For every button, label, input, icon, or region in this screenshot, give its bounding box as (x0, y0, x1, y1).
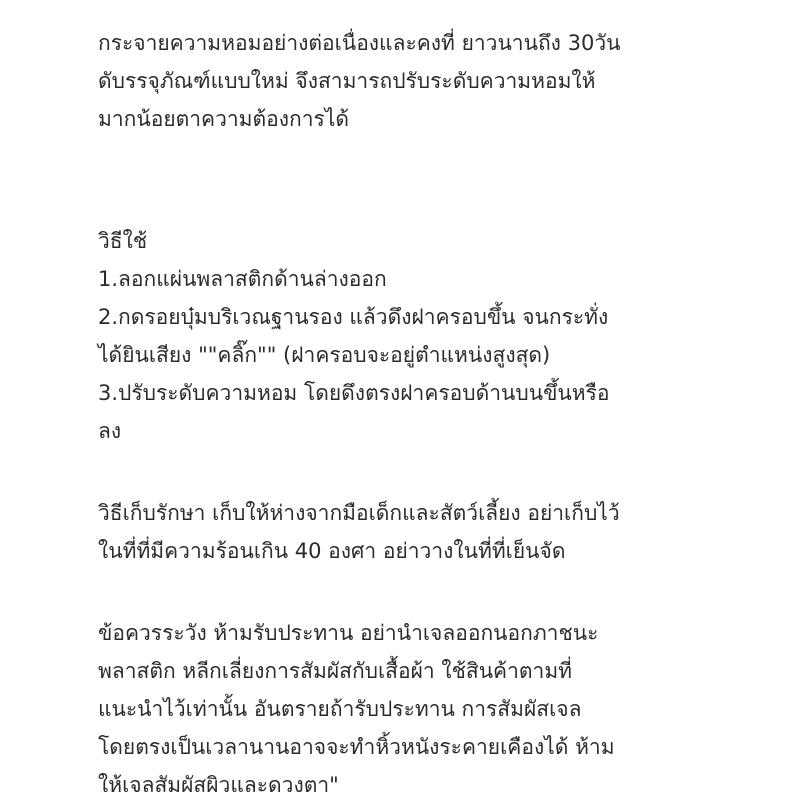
text-line: มากน้อยตาความต้องการได้ (98, 107, 350, 131)
text-line: โดยตรงเป็นเวลานานอาจจะทำหิ้วหนังระคายเคืองได้ ห้าม (98, 735, 615, 759)
text-line: กระจายความหอมอย่างต่อเนื่องและคงที่ ยาวนานถึง 30วัน (98, 31, 621, 55)
text-line: ดับรรจุภัณฑ์แบบใหม่ จึงสามารถปรับระดับความหอมให้ (98, 69, 596, 93)
instruction-step: 2.กดรอยบุ๋มบริเวณฐานรอง แล้วดึงฝาครอบขึ้น จนกระทั่ง (98, 305, 609, 329)
instruction-step: 1.ลอกแผ่นพลาสติกด้านล่างออก (98, 267, 387, 291)
text-line: แนะนำไว้เท่านั้น อันตรายถ้ารับประทาน การสัมผัสเจล (98, 697, 582, 721)
section-heading: วิธีใช้ (98, 229, 148, 253)
instruction-step: 3.ปรับระดับความหอม โดยดึงตรงฝาครอบด้านบนขึ้นหรือ (98, 381, 610, 405)
product-description-paragraph (98, 24, 778, 138)
text-line: ในที่ที่มีความร้อนเกิน 40 องศา อย่าวางในที่ที่เย็นจัด (98, 539, 566, 563)
usage-instructions-paragraph (98, 222, 778, 450)
paragraph-spacer (98, 450, 778, 494)
text-line: วิธีเก็บรักษา เก็บให้ห่างจากมือเด็กและสัตว์เลี้ยง อย่าเก็บไว้ (98, 501, 620, 525)
text-line: ให้เจลสัมผัสผิวและดวงตา" (98, 773, 339, 797)
storage-paragraph (98, 494, 778, 570)
instruction-step: ลง (98, 419, 122, 443)
paragraph-spacer (98, 570, 778, 614)
text-line: พลาสติก หลีกเลี่ยงการสัมผัสกับเสื้อผ้า ใช้สินค้าตามที่ (98, 659, 573, 683)
warning-paragraph (98, 614, 778, 804)
document-body (98, 24, 778, 804)
instruction-step: ได้ยินเสียง ""คลิ๊ก"" (ฝาครอบจะอยู่ตำแหน่งสูงสุด) (98, 343, 551, 367)
paragraph-spacer (98, 138, 778, 222)
text-line: ข้อควรระวัง ห้ามรับประทาน อย่านำเจลออกนอกภาชนะ (98, 621, 599, 645)
